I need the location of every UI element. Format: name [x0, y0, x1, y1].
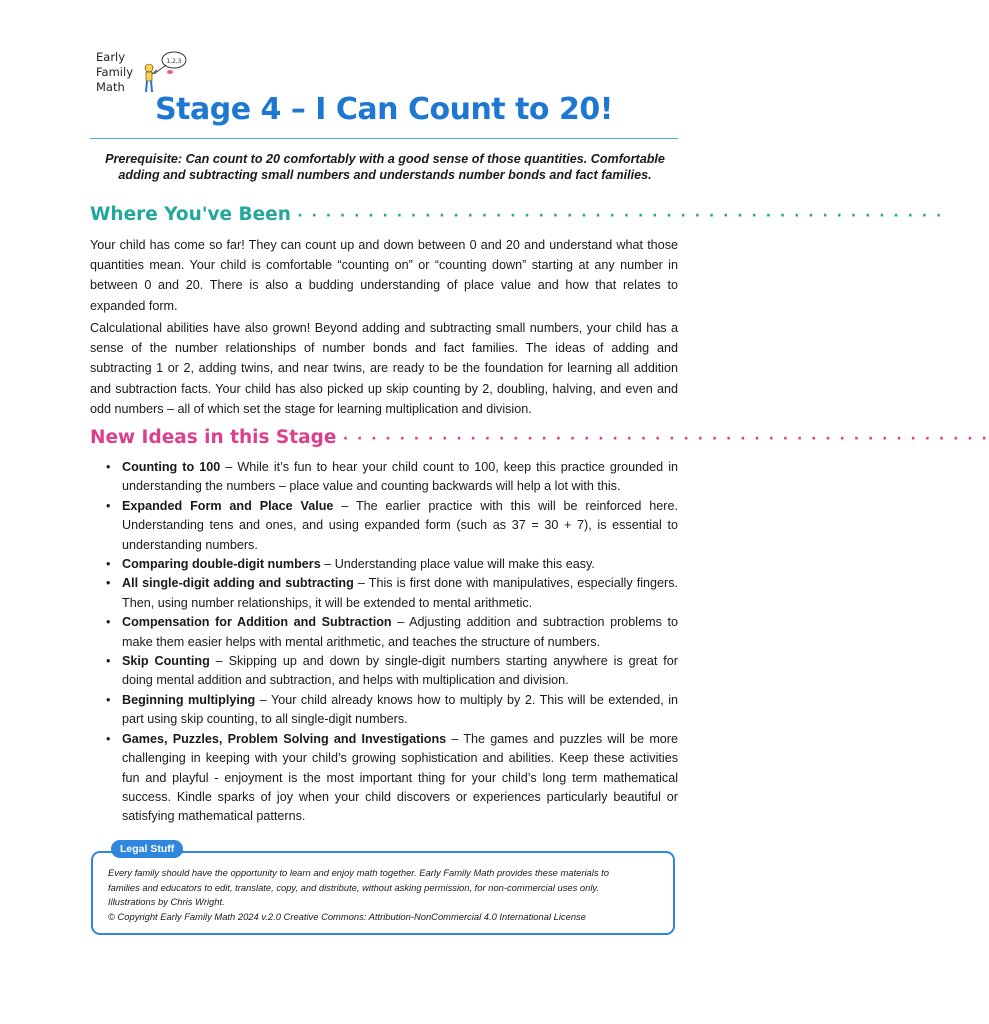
item-text: – The earlier practice with this will be reinforced here. Understanding tens and ones, and using expanded form (such as 37 = 30 + 7), is essential to understanding numbers. [122, 498, 678, 552]
item-term: All single-digit adding and subtracting [122, 576, 354, 591]
item-term: Skip Counting [122, 654, 210, 669]
legal-line-2: families and educators to edit, translate, copy, and distribute, without asking permission, for non-commercial uses only. [108, 881, 600, 893]
legal-tag: Legal Stuff [111, 840, 183, 858]
list-item [90, 691, 678, 730]
list-item [90, 613, 678, 652]
new-ideas-title: New Ideas in this Stage [90, 427, 337, 448]
item-text: – Your child already knows how to multiply by 2. This will be extended, in part using skip counting, to all single-digit numbers. [122, 692, 678, 727]
new-ideas-list [90, 458, 678, 827]
logo-text [96, 50, 133, 95]
list-item [90, 497, 678, 555]
logo-line-1: Early [96, 50, 126, 64]
bullet-icon: • [106, 654, 111, 669]
item-term: Comparing double-digit numbers [122, 557, 321, 572]
legal-line-3: Illustrations by Chris Wright. [108, 896, 225, 908]
item-text: – This is first done with manipulatives, especially fingers. Then, using number relationships, it will be extended to mental arithmetic. [122, 576, 678, 610]
item-term: Games, Puzzles, Problem Solving and Investigations [122, 731, 447, 746]
where-youve-been-heading [90, 204, 944, 225]
item-term: Expanded Form and Place Value [122, 498, 334, 513]
item-term: Compensation for Addition and Subtraction [122, 615, 392, 630]
where-youve-been-paragraph-2: Calculational abilities have also grown! Beyond adding and subtracting small numbers, your child has a sense of the number relationships of number bonds and fact families. The ideas of adding and subtracting 1 or 2, adding twins, and near twins, are ready to be the foundation for learning all addition and subtraction facts. Your child has also picked up skip counting by 2, doubling, halving, and even and odd numbers – all of which set the stage for learning multiplication and division. [90, 321, 678, 416]
bullet-icon: • [106, 460, 111, 474]
item-text: – Skipping up and down by single-digit numbers starting anywhere is great for doing mental addition and subtraction, and helps with multiplication and division. [122, 654, 678, 688]
legal-line-1: Every family should have the opportunity to learn and enjoy math together. Early Family Math provides these materials to [108, 867, 609, 878]
list-item [90, 458, 678, 497]
item-text: – Understanding place value will make this easy. [320, 557, 595, 572]
list-item [90, 555, 678, 574]
heading-dot-leader: · · · · · · · · · · · · · · · · · · · · · · · · · · · · · · · · · · · · · · · · · · · · · · [342, 431, 989, 447]
title-divider [90, 138, 678, 139]
legal-line-4: © Copyright Early Family Math 2024 v.2.0 Creative Commons: Attribution-NonCommercial 4.0 International License [108, 910, 586, 922]
item-text: – The games and puzzles will be more challenging in keeping with your child’s growing sophistication and abilities. Keep these activities fun and playful - enjoyment is the most important thing for your child’s long term mathematical success. Kindle sparks of joy when your child discovers or experiences particularly beautiful or satisfying mathematical patterns. [122, 731, 679, 824]
where-youve-been-paragraph-1: Your child has come so far! They can count up and down between 0 and 20 and understand what those quantities mean. Your child is comfortable “counting on” or “counting down” starting at any number in between 0 and 20. There is also a budding understanding of place value and how that relates to expanded form. [90, 238, 678, 313]
logo-line-3: Math [96, 80, 125, 94]
list-item [90, 652, 678, 691]
item-text: – While it’s fun to hear your child count to 100, keep this practice grounded in understanding the numbers – place value and counting backwards will help a lot with this. [122, 460, 678, 494]
item-term: Beginning multiplying [122, 692, 256, 707]
bullet-icon: • [106, 692, 111, 707]
bullet-icon: • [106, 615, 111, 630]
logo-line-2: Family [96, 65, 134, 79]
new-ideas-heading [90, 427, 989, 448]
child-with-balloon-icon [136, 48, 196, 98]
balloon-text: 1,2,3 [166, 58, 182, 65]
bullet-icon: • [106, 557, 111, 572]
bullet-icon: • [106, 576, 111, 591]
prerequisite-text: Prerequisite: Can count to 20 comfortably with a good sense of those quantities. Comfortable adding and subtracting small numbers and understands number bonds and fact families. [105, 152, 665, 182]
list-item [90, 574, 678, 613]
legal-text [108, 866, 664, 924]
bullet-icon: • [106, 498, 111, 513]
item-term: Counting to 100 [122, 460, 221, 474]
where-youve-been-title: Where You've Been [90, 204, 291, 225]
item-text: – Adjusting addition and subtraction problems to make them easier helps with mental arithmetic, and teaches the structure of numbers. [122, 615, 678, 649]
list-item [90, 730, 678, 827]
heading-dot-leader: · · · · · · · · · · · · · · · · · · · · · · · · · · · · · · · · · · · · · · · · · · · · · · [297, 208, 944, 224]
page-title: Stage 4 – I Can Count to 20! [155, 92, 613, 127]
bullet-icon: • [106, 731, 111, 746]
